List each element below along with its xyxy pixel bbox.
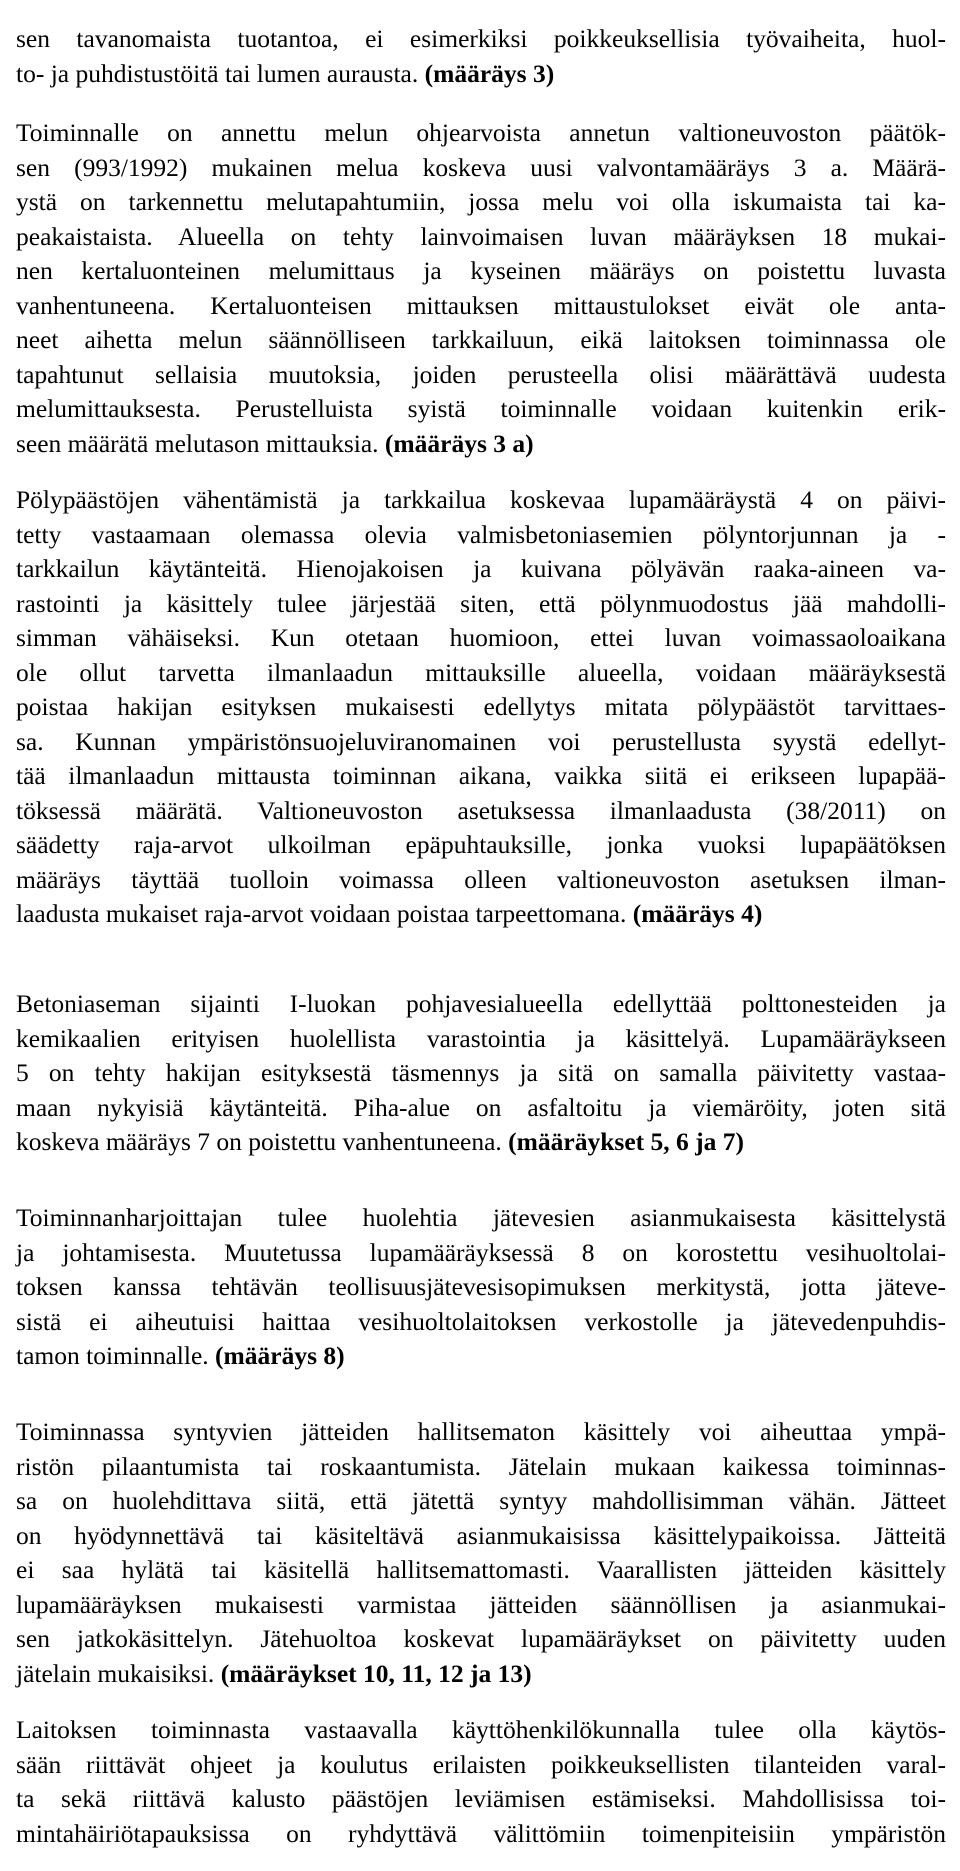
text-fragment: seen määrätä melutason mittauksia. bbox=[16, 428, 379, 458]
paragraph-waste-handling bbox=[16, 1415, 946, 1691]
paragraph-wastewater bbox=[16, 1201, 946, 1374]
text-line: poistaa hakijan esityksen mukaisesti edellytys mitata pölypäästöt tarvittaes- bbox=[16, 692, 946, 721]
paragraph-dust-emissions bbox=[16, 483, 946, 932]
text-line bbox=[16, 427, 946, 462]
text-line: nen kertaluonteinen melumittaus ja kyseinen määräys on poistettu luvasta bbox=[16, 256, 946, 285]
text-line: vanhentuneena. Kertaluonteisen mittauksen mittaustulokset eivät ole anta- bbox=[16, 290, 946, 320]
text-line: ole ollut tarvetta ilmanlaadun mittauksille alueella, voidaan määräyksestä bbox=[16, 657, 946, 687]
text-fragment: jätelain mukaisiksi. bbox=[16, 1658, 215, 1688]
text-line: ta sekä riittävä kalusto päästöjen leviämisen estämiseksi. Mahdollisissa toi- bbox=[16, 1784, 946, 1813]
text-line: sa on huolehdittava siitä, että jätettä syntyy mahdollisimman vähän. Jätteet bbox=[16, 1486, 946, 1515]
text-line: Toiminnanharjoittajan tulee huolehtia jätevesien asianmukaisesta käsittelystä bbox=[16, 1203, 946, 1232]
regulation-reference: (määräys 3) bbox=[424, 58, 555, 88]
text-line: sa. Kunnan ympäristönsuojeluviranomainen voi perustellusta syystä edellyt- bbox=[16, 726, 946, 756]
text-line: ystä on tarkennettu melutapahtumiin, jossa melu voi olla iskumaista tai ka- bbox=[16, 187, 946, 216]
text-fragment: koskeva määräys 7 on poistettu vanhentuneena. bbox=[16, 1127, 502, 1156]
text-line: sistä ei aiheutuisi haittaa vesihuoltolaitoksen verkostolle ja jätevedenpuhdis- bbox=[16, 1306, 946, 1336]
text-line: ja johtamisesta. Muutetussa lupamääräyksessä 8 on korostettu vesihuoltolai- bbox=[16, 1237, 946, 1267]
text-line: töksessä määrätä. Valtioneuvoston asetuksessa ilmanlaadusta (38/2011) on bbox=[16, 795, 946, 825]
paragraph-noise-monitoring bbox=[16, 116, 946, 461]
text-line: neet aihetta melun säännölliseen tarkkailuun, eikä laitoksen toiminnassa ole bbox=[16, 325, 946, 354]
text-line: Toiminnassa syntyvien jätteiden hallitsematon käsittely voi aiheuttaa ympä- bbox=[16, 1417, 946, 1446]
text-fragment: laadusta mukaiset raja-arvot voidaan poistaa tarpeettomana. bbox=[16, 899, 627, 928]
text-line bbox=[16, 1657, 946, 1692]
text-line: sään riittävät ohjeet ja koulutus erilaisten poikkeuksellisten tilanteiden varal- bbox=[16, 1749, 946, 1779]
text-line bbox=[16, 57, 946, 92]
paragraph-personnel-instructions bbox=[16, 1713, 946, 1851]
text-line: ristön pilaantumista tai roskaantumista. Jätelain mukaan kaikessa toiminnas- bbox=[16, 1451, 946, 1481]
text-line: mintahäiriötapauksissa on ryhdyttävä välittömiin toimenpiteisiin ympäristön bbox=[16, 1818, 946, 1848]
text-line: Pölypäästöjen vähentämistä ja tarkkailua koskevaa lupamääräystä 4 on päivi- bbox=[16, 485, 946, 514]
regulation-reference: (määräykset 5, 6 ja 7) bbox=[508, 1127, 744, 1156]
text-line: sen (993/1992) mukainen melua koskeva uusi valvontamääräys 3 a. Määrä- bbox=[16, 152, 946, 182]
text-line: toksen kanssa tehtävän teollisuusjätevesisopimuksen merkitystä, jotta jäteve- bbox=[16, 1272, 946, 1301]
text-line: sen jatkokäsittelyn. Jätehuoltoa koskevat lupamääräykset on päivitetty uuden bbox=[16, 1624, 946, 1653]
paragraph-groundwater bbox=[16, 987, 946, 1160]
paragraph-noise-conditions bbox=[16, 22, 946, 91]
text-line bbox=[16, 1125, 946, 1160]
text-line: kemikaalien erityisen huolellista varastointia ja käsittelyä. Lupamääräykseen bbox=[16, 1023, 946, 1053]
text-line: Toiminnalle on annettu melun ohjearvoista annetun valtioneuvoston päätök- bbox=[16, 118, 946, 147]
text-line: Betoniaseman sijainti I-luokan pohjavesialueella edellyttää polttonesteiden ja bbox=[16, 989, 946, 1018]
regulation-reference: (määräys 8) bbox=[215, 1341, 345, 1370]
text-line: Laitoksen toiminnasta vastaavalla käyttöhenkilökunnalla tulee olla käytös- bbox=[16, 1715, 946, 1744]
text-line: peakaistaista. Alueella on tehty lainvoimaisen luvan määräyksen 18 mukai- bbox=[16, 221, 946, 251]
text-line: ei saa hylätä tai käsitellä hallitsemattomasti. Vaarallisten jätteiden käsittely bbox=[16, 1555, 946, 1584]
text-fragment: tamon toiminnalle. bbox=[16, 1341, 209, 1370]
text-line: tää ilmanlaadun mittausta toiminnan aikana, vaikka siitä ei erikseen lupapää- bbox=[16, 761, 946, 790]
text-line: tarkkailun käytänteitä. Hienojakoisen ja kuivana pölyävän raaka-aineen va- bbox=[16, 554, 946, 583]
text-line bbox=[16, 897, 946, 932]
text-line: simman vähäiseksi. Kun otetaan huomioon, ettei luvan voimassaoloaikana bbox=[16, 623, 946, 652]
text-line: tapahtunut sellaisia muutoksia, joiden perusteella olisi määrättävä uudesta bbox=[16, 359, 946, 389]
regulation-reference: (määräys 3 a) bbox=[384, 428, 534, 458]
regulation-reference: (määräykset 10, 11, 12 ja 13) bbox=[220, 1658, 532, 1688]
text-line: säädetty raja-arvot ulkoilman epäpuhtauksille, jonka vuoksi lupapäätöksen bbox=[16, 830, 946, 859]
text-line: lupamääräyksen mukaisesti varmistaa jätteiden säännöllisen ja asianmukai- bbox=[16, 1589, 946, 1619]
text-line: melumittauksesta. Perustelluista syistä toiminnalle voidaan kuitenkin erik- bbox=[16, 394, 946, 423]
text-line bbox=[16, 1339, 946, 1374]
text-line: tetty vastaamaan olemassa olevia valmisbetoniasemien pölyntorjunnan ja - bbox=[16, 519, 946, 549]
text-line: sen tavanomaista tuotantoa, ei esimerkiksi poikkeuksellisia työvaiheita, huol- bbox=[16, 24, 946, 53]
text-line: maan nykyisiä käytänteitä. Piha-alue on asfaltoitu ja viemäröity, joten sitä bbox=[16, 1092, 946, 1122]
text-line: 5 on tehty hakijan esityksestä täsmennys ja sitä on samalla päivitetty vastaa- bbox=[16, 1058, 946, 1087]
regulation-reference: (määräys 4) bbox=[632, 899, 763, 928]
text-fragment: to- ja puhdistustöitä tai lumen aurausta. bbox=[16, 58, 419, 88]
text-line: rastointi ja käsittely tulee järjestää siten, että pölynmuodostus jää mahdolli- bbox=[16, 588, 946, 618]
text-line: on hyödynnettävä tai käsiteltävä asianmukaisissa käsittelypaikoissa. Jätteitä bbox=[16, 1520, 946, 1550]
text-line: määräys täyttää tuolloin voimassa olleen valtioneuvoston asetuksen ilman- bbox=[16, 864, 946, 894]
